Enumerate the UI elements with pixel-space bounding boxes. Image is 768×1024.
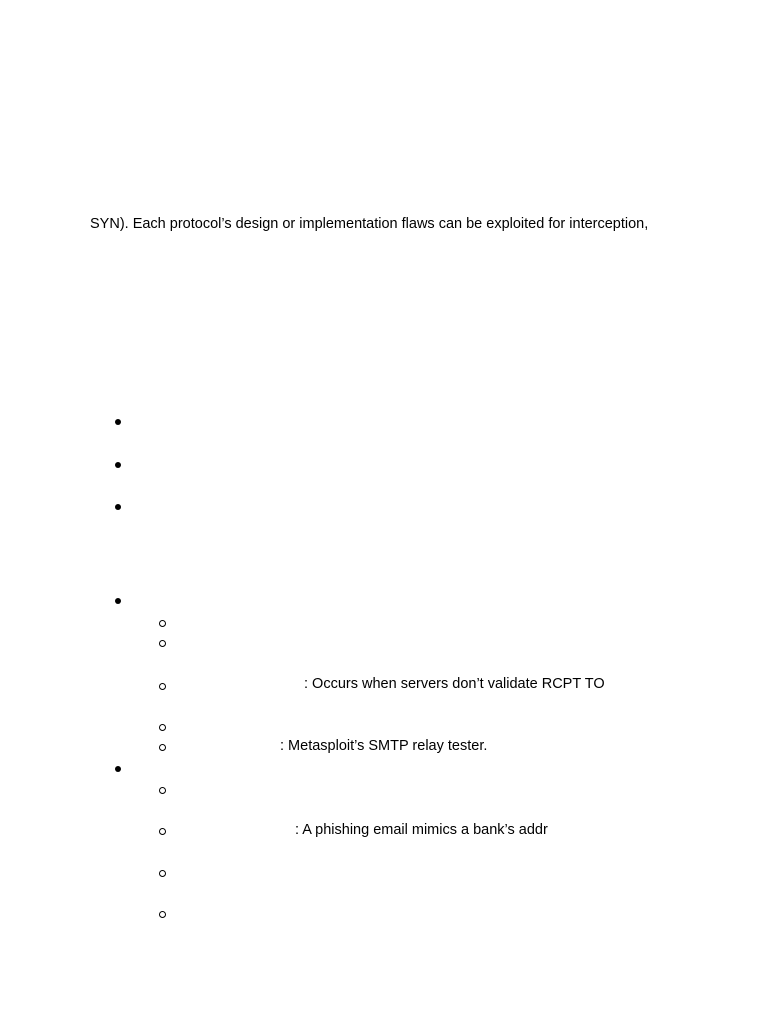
circle-bullet-icon: [159, 744, 166, 751]
circle-bullet-icon: [159, 683, 166, 690]
disc-bullet-icon: [115, 419, 121, 425]
sub-bullet-1: [159, 620, 166, 627]
phishing-text: : A phishing email mimics a bank’s addr: [295, 822, 548, 838]
circle-bullet-icon: [159, 724, 166, 731]
circle-bullet-icon: [159, 620, 166, 627]
metasploit-text: : Metasploit’s SMTP relay tester.: [280, 738, 488, 754]
disc-bullet-icon: [115, 766, 121, 772]
bullet-4: [115, 598, 121, 604]
circle-bullet-icon: [159, 787, 166, 794]
disc-bullet-icon: [115, 462, 121, 468]
bullet-1: [115, 419, 121, 425]
sub-bullet-9: [159, 911, 166, 918]
sub-bullet-8: [159, 870, 166, 877]
relay-text: : Occurs when servers don’t validate RCPT TO: [304, 676, 605, 692]
paragraph-line: SYN). Each protocol’s design or implementation flaws can be exploited for interception,: [90, 216, 649, 232]
bullet-2: [115, 462, 121, 468]
circle-bullet-icon: [159, 828, 166, 835]
disc-bullet-icon: [115, 598, 121, 604]
circle-bullet-icon: [159, 640, 166, 647]
sub-bullet-7: [159, 828, 166, 835]
bullet-3: [115, 504, 121, 510]
sub-bullet-6: [159, 787, 166, 794]
sub-bullet-4: [159, 724, 166, 731]
disc-bullet-icon: [115, 504, 121, 510]
sub-bullet-3: [159, 683, 166, 690]
bullet-5: [115, 766, 121, 772]
sub-bullet-5: [159, 744, 166, 751]
sub-bullet-2: [159, 640, 166, 647]
circle-bullet-icon: [159, 870, 166, 877]
circle-bullet-icon: [159, 911, 166, 918]
